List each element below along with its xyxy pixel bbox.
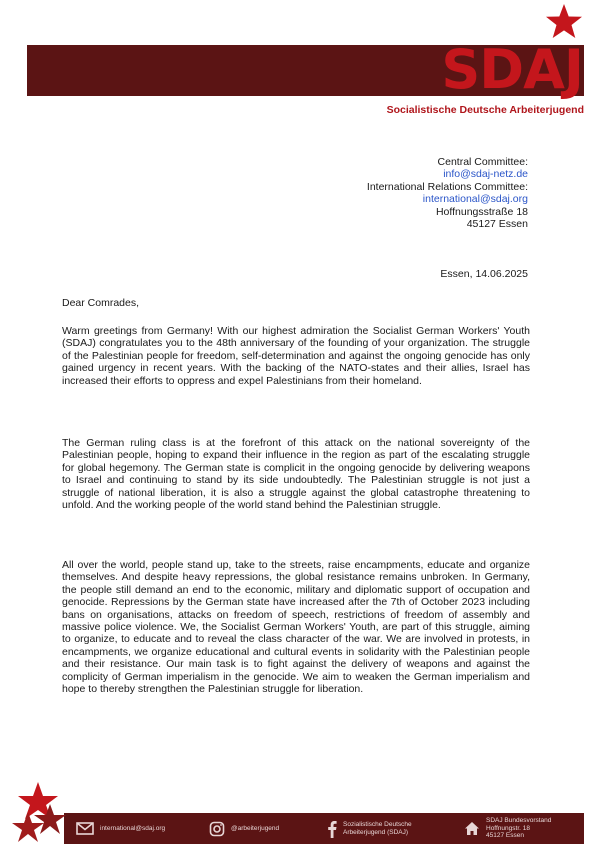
organization-subtitle: Socialistische Deutsche Arbeiterjugend <box>386 104 584 116</box>
footer-facebook-line1: Sozialistische Deutsche <box>343 821 412 828</box>
central-committee-label: Central Committee: <box>437 156 528 168</box>
body-paragraph-2: The German ruling class is at the forefront of this attack on the national sovereignty of the Palestinian people, hoping to expand their influence in the region as part of the escalating struggle for global hegemony. The German state is complicit in the ongoing genocide by delivering weapons to Israel and continuing to stand by its side undoubtedly. The Palestinian struggle is not just a struggle of national liberation, it is also a struggle against the global catastrophe threatening to unfold. And the working people of the world stand behind the Palestinian struggle. <box>62 437 530 512</box>
salutation: Dear Comrades, <box>62 297 140 309</box>
footer-instagram-text: @arbeiterjugend <box>231 824 280 832</box>
street-address: Hoffnungsstraße 18 <box>435 205 528 218</box>
sdaj-logo: SDAJ <box>441 38 583 101</box>
facebook-icon <box>327 820 337 838</box>
mail-icon <box>76 822 94 835</box>
decorative-stars-icon <box>10 778 74 850</box>
body-paragraph-1: Warm greetings from Germany! With our highest admiration the Socialist German Workers' Youth (SDAJ) congratulates you to the 48th anniversary of the founding of your organization. The struggle of the Palestinian people for freedom, self-determination and against the ongoing genocide has only gained urgency in recent years. With the backing of the NATO-states and their allies, Israel has increased their efforts to oppress and expel Palestinians from their homeland. <box>62 325 530 387</box>
body-paragraph-3: All over the world, people stand up, take to the streets, raise encampments, educate and organize themselves. And despite heavy repressions, the global resistance remains unbroken. In Germany, the people still demand an end to the economic, military and diplomatic support of occupation and genocide. Repressions by the German state have increased after the 7th of October 2023 including bans on organisations, attacks on freedom of speech, restrictions of freedom of assembly and massive police violence. We, the Socialist German Workers' Youth, are part of this struggle, aiming to organize, to educate and to reveal the class character of the war. We are involved in protests, in encampments, we organize educational and cultural events in solidarity with the Palestinian people and their resistance. Our main task is to fight against the delivery of weapons and against the complicity of German imperialism in the genocide. We aim to weaken the German imperialism and hope to thereby strengthen the Palestinian struggle for liberation. <box>62 559 530 696</box>
footer-bar <box>64 813 584 844</box>
footer-facebook-text <box>343 821 412 836</box>
letter-date: Essen, 14.06.2025 <box>440 268 528 280</box>
footer-office-line3: 45127 Essen <box>486 832 524 840</box>
footer-facebook[interactable] <box>327 813 412 844</box>
footer-email[interactable] <box>76 813 165 844</box>
footer-office <box>464 813 551 844</box>
city-address: 45127 Essen <box>466 218 528 231</box>
footer-facebook-line2: Arbeiterjugend (SDAJ) <box>343 828 409 836</box>
home-icon <box>464 821 480 836</box>
red-star-icon <box>544 2 584 42</box>
instagram-icon <box>209 821 225 837</box>
footer-office-line1: SDAJ Bundesvorstand <box>486 817 552 825</box>
address-block <box>367 156 528 230</box>
footer-instagram[interactable] <box>209 813 279 844</box>
footer-email-text: international@sdaj.org <box>100 824 166 832</box>
central-committee-email[interactable]: info@sdaj-netz.de <box>443 168 528 181</box>
footer-office-text <box>486 817 551 840</box>
international-committee-email[interactable]: international@sdaj.org <box>422 193 528 206</box>
footer-office-line2: Hoffnungstr. 18 <box>486 824 530 832</box>
international-committee-label: International Relations Committee: <box>366 180 528 193</box>
